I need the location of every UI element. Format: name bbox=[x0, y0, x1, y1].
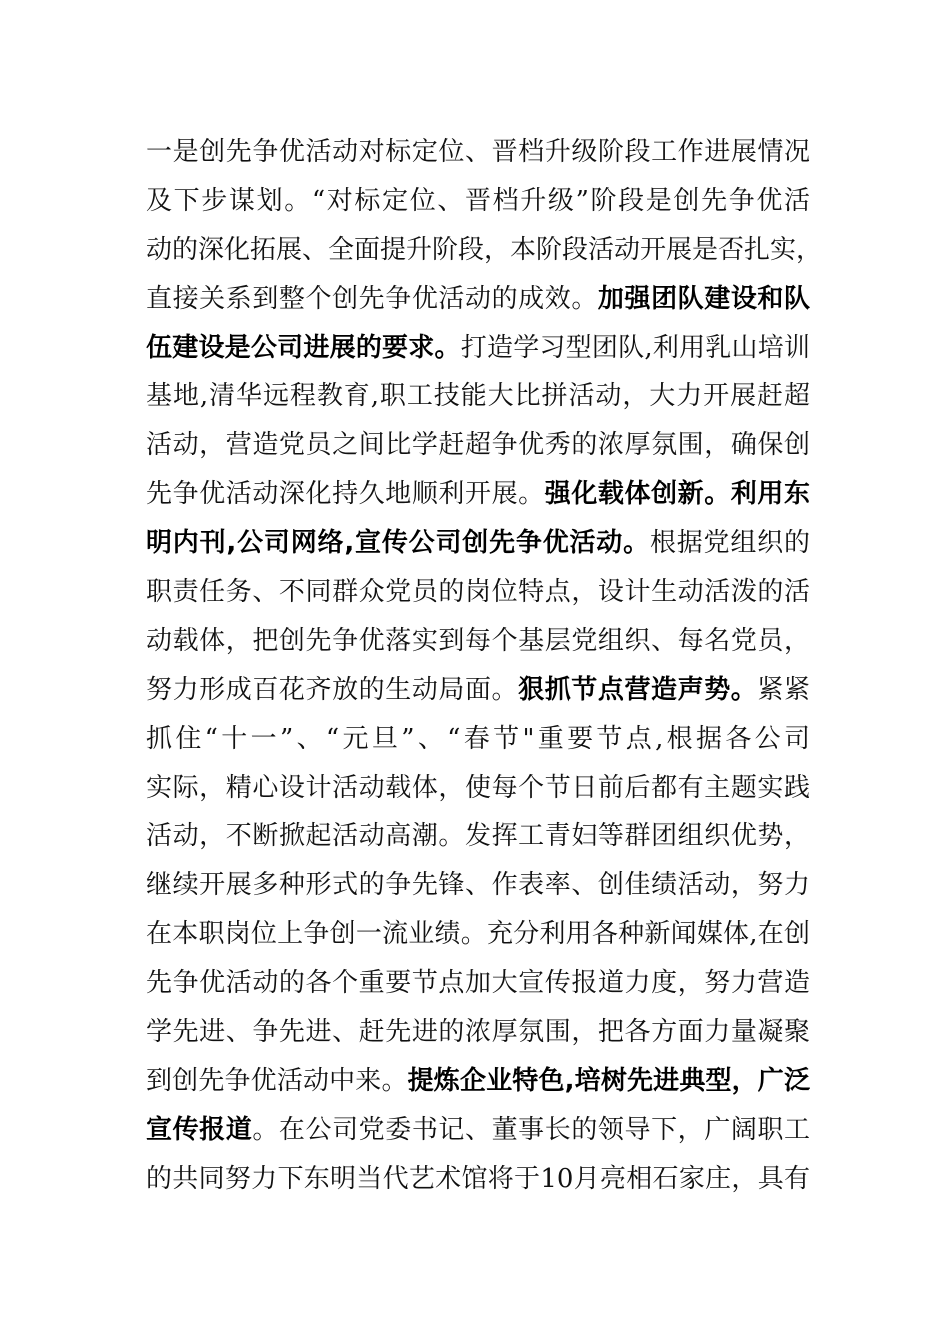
body-paragraph bbox=[146, 128, 823, 1204]
text-segment: 的共同努力下东明当代艺术馆将于10月亮相石家庄，具有 bbox=[146, 1163, 810, 1194]
text-segment: 实际，精心设计活动载体，使每个节日前后都有主题实践 bbox=[146, 772, 810, 803]
text-line bbox=[146, 666, 810, 715]
text-segment: 及下步谋划。“对标定位、晋档升级”阶段是创先争优活 bbox=[146, 185, 810, 216]
bold-text-segment: 加强团队建设和队 bbox=[597, 283, 810, 314]
bold-text-segment: 狠抓节点营造声势。 bbox=[518, 674, 758, 705]
bold-text-segment: 强化载体创新。利用东 bbox=[544, 479, 810, 510]
text-line bbox=[146, 324, 810, 373]
text-segment: 抓住“十一”、“元旦”、“春节"重要节点,根据各公司 bbox=[146, 723, 810, 754]
text-line bbox=[146, 421, 810, 470]
text-line bbox=[146, 861, 810, 910]
text-line bbox=[146, 910, 810, 959]
bold-text-segment: 提炼企业特色,培树先进典型，广泛 bbox=[407, 1065, 810, 1096]
text-segment: 。在公司党委书记、董事长的领导下，广阔职工 bbox=[252, 1114, 810, 1145]
text-segment: 动的深化拓展、全面提升阶段，本阶段活动开展是否扎实， bbox=[146, 234, 823, 265]
text-segment: 在本职岗位上争创一流业绩。充分利用各种新闻媒体,在创 bbox=[146, 919, 810, 950]
text-segment: 学先进、争先进、赶先进的浓厚氛围，把各方面力量凝聚 bbox=[146, 1017, 810, 1048]
text-line bbox=[146, 226, 823, 275]
text-line bbox=[146, 1106, 810, 1155]
text-line bbox=[146, 519, 810, 568]
text-line bbox=[146, 372, 810, 421]
bold-text-segment: 宣传报道 bbox=[146, 1114, 253, 1145]
text-line bbox=[146, 764, 810, 813]
text-segment: 直接关系到整个创先争优活动的成效。 bbox=[146, 283, 598, 314]
text-line bbox=[146, 470, 810, 519]
text-line bbox=[146, 959, 810, 1008]
text-segment: 基地,清华远程教育,职工技能大比拼活动，大力开展赶超 bbox=[146, 381, 810, 412]
text-line bbox=[146, 1008, 810, 1057]
bold-text-segment: 明内刊,公司网络,宣传公司创先争优活动。 bbox=[146, 528, 650, 559]
text-line bbox=[146, 128, 810, 177]
text-segment: 职责任务、不同群众党员的岗位特点，设计生动活泼的活 bbox=[146, 577, 810, 608]
text-segment: 打造学习型团队,利用乳山培训 bbox=[460, 332, 810, 363]
text-line bbox=[146, 617, 810, 666]
text-line bbox=[146, 1057, 810, 1106]
text-line bbox=[146, 1155, 810, 1204]
text-segment: 一是创先争优活动对标定位、晋档升级阶段工作进展情况 bbox=[146, 137, 810, 167]
text-segment: 活动，不断掀起活动高潮。发挥工青妇等群团组织优势， bbox=[146, 821, 810, 852]
text-line bbox=[146, 275, 810, 324]
text-segment: 先争优活动深化持久地顺利开展。 bbox=[146, 479, 545, 510]
text-segment: 活动，营造党员之间比学赶超争优秀的浓厚氛围，确保创 bbox=[146, 430, 810, 461]
text-segment: 继续开展多种形式的争先锋、作表率、创佳绩活动，努力 bbox=[146, 870, 810, 901]
text-segment: 动载体，把创先争优落实到每个基层党组织、每名党员， bbox=[146, 625, 810, 656]
text-segment: 紧紧 bbox=[757, 674, 810, 705]
text-line bbox=[146, 812, 810, 861]
text-segment: 先争优活动的各个重要节点加大宣传报道力度，努力营造 bbox=[146, 968, 810, 999]
bold-text-segment: 伍建设是公司进展的要求。 bbox=[146, 332, 461, 363]
text-segment: 努力形成百花齐放的生动局面。 bbox=[146, 674, 519, 705]
text-line bbox=[146, 177, 810, 226]
text-segment: 到创先争优活动中来。 bbox=[146, 1065, 408, 1096]
text-segment: 根据党组织的 bbox=[649, 528, 810, 559]
text-line bbox=[146, 568, 810, 617]
text-line bbox=[146, 715, 810, 764]
